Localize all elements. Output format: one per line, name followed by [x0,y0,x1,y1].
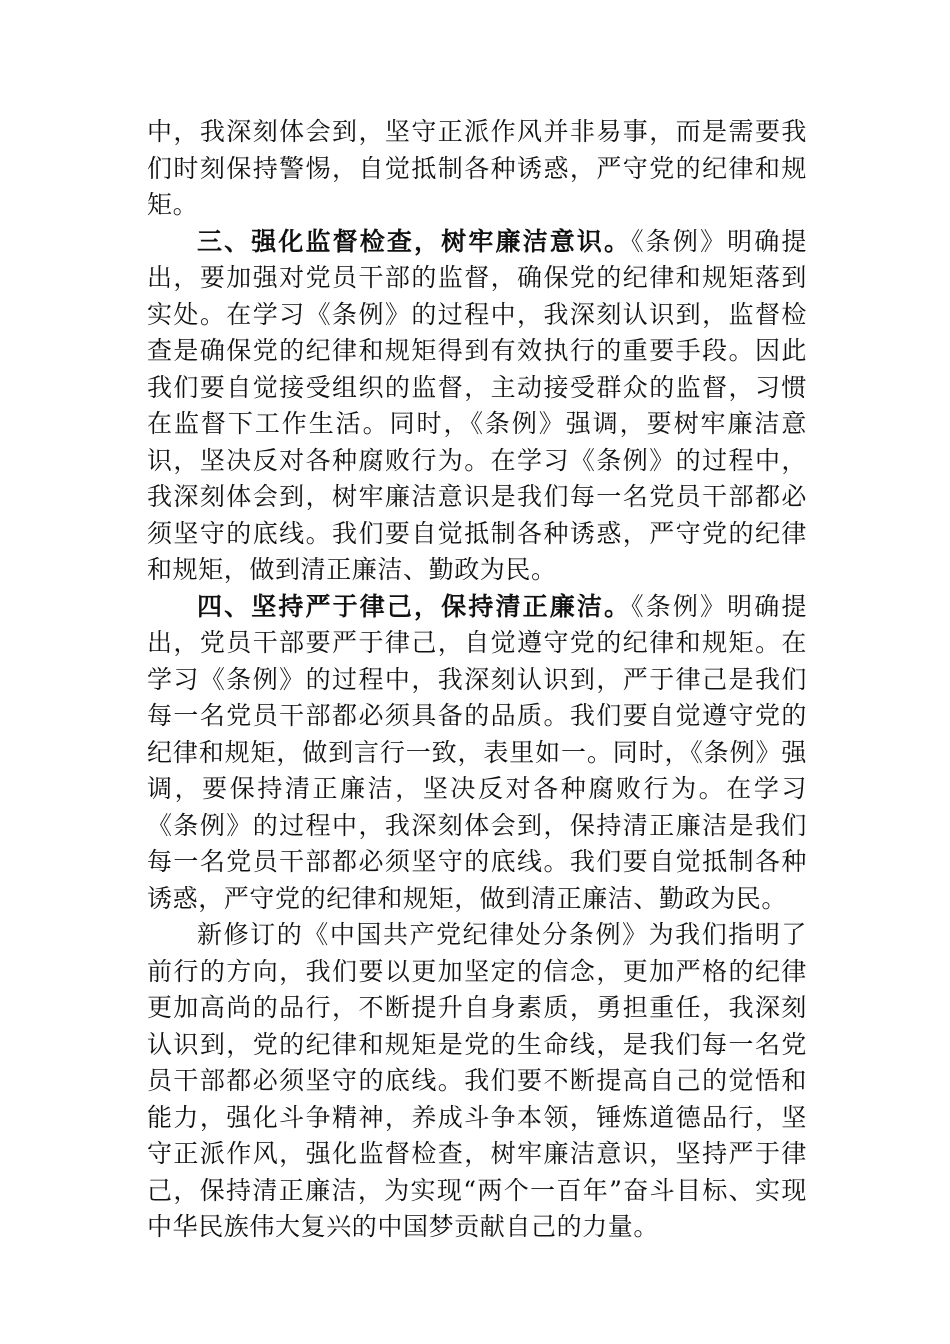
paragraph-text: 《条例》明确提出，党员干部要严于律己，自觉遵守党的纪律和规矩。在学习《条例》的过程中，我深刻认识到，严于律己是我们每一名党员干部都必须具备的品质。我们要自觉遵守党的纪律和规矩，做到言行一致，表里如一。同时，《条例》强调，要保持清正廉洁，坚决反对各种腐败行为。在学习《条例》的过程中，我深刻体会到，保持清正廉洁是我们每一名党员干部都必须坚守的底线。我们要自觉抵制各种诱惑，严守党的纪律和规矩，做到清正廉洁、勤政为民。 [147,591,807,913]
paragraph-text: 《条例》明确提出，要加强对党员干部的监督，确保党的纪律和规矩落到实处。在学习《条例》的过程中，我深刻认识到，监督检查是确保党的纪律和规矩得到有效执行的重要手段。因此我们要自觉接受组织的监督，主动接受群众的监督，习惯在监督下工作生活。同时，《条例》强调，要树牢廉洁意识，坚决反对各种腐败行为。在学习《条例》的过程中，我深刻体会到，树牢廉洁意识是我们每一名党员干部都必须坚守的底线。我们要自觉抵制各种诱惑，严守党的纪律和规矩，做到清正廉洁、勤政为民。 [147,226,807,584]
document-body [147,114,807,1246]
paragraph-section-four [147,589,807,918]
section-heading: 四、坚持严于律己，保持清正廉洁。 [197,591,632,621]
section-heading: 三、强化监督检查，树牢廉洁意识。 [197,226,632,256]
paragraph-continuation [147,114,807,224]
paragraph-text: 中，我深刻体会到，坚守正派作风并非易事，而是需要我们时刻保持警惕，自觉抵制各种诱惑，严守党的纪律和规矩。 [147,117,807,219]
paragraph-conclusion [147,917,807,1246]
paragraph-text: 新修订的《中国共产党纪律处分条例》为我们指明了前行的方向，我们要以更加坚定的信念，更加严格的纪律更加高尚的品行，不断提升自身素质，勇担重任，我深刻认识到，党的纪律和规矩是党的生命线，是我们每一名党员干部都必须坚守的底线。我们要不断提高自己的觉悟和能力，强化斗争精神，养成斗争本领，锤炼道德品行，坚守正派作风，强化监督检查，树牢廉洁意识，坚持严于律己，保持清正廉洁，为实现“两个一百年”奋斗目标、实现中华民族伟大复兴的中国梦贡献自己的力量。 [147,920,807,1241]
paragraph-section-three [147,224,807,589]
